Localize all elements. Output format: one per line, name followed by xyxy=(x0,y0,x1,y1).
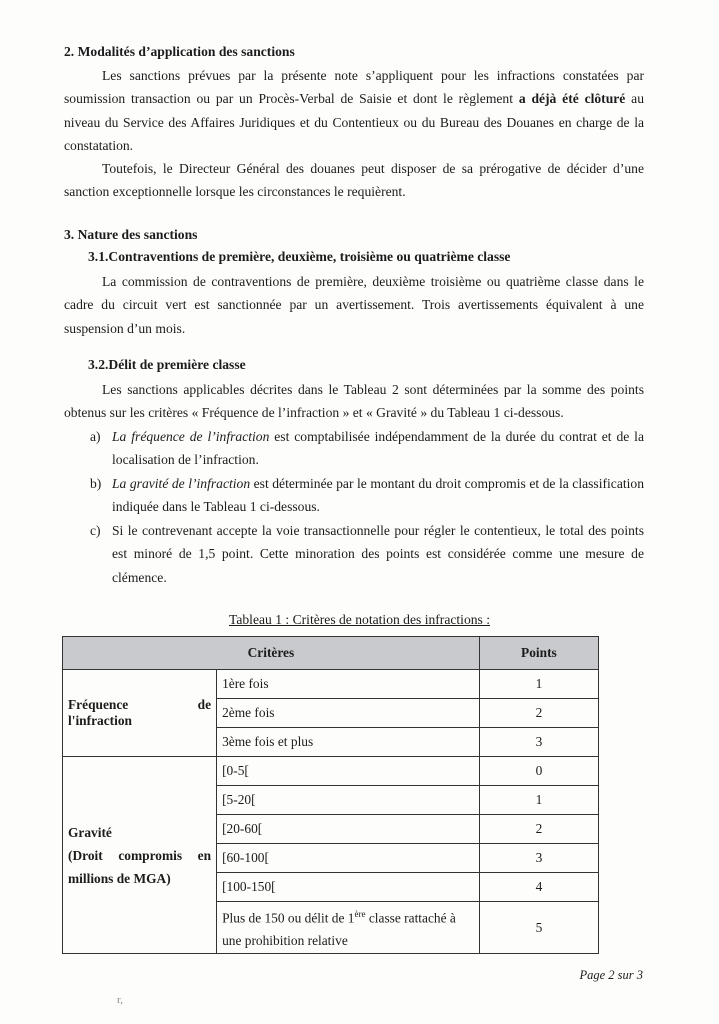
points-cell: 1 xyxy=(479,670,598,699)
criterion-cell: [0-5[ xyxy=(217,757,480,786)
table-caption: Tableau 1 : Critères de notation des infractions : xyxy=(228,612,491,627)
subsection-3-1-paragraph: La commission de contraventions de première, deuxième troisième ou quatrième classe dans le cadre du circuit vert est sanctionnée par un avertissement. Trois avertissements équivalent à une suspension d’un mois. xyxy=(64,274,644,336)
section-2-heading: 2. Modalités d’application des sanctions xyxy=(64,44,295,59)
header-criteria: Critères xyxy=(63,637,480,670)
list-item-c: c) Si le contrevenant accepte la voie transactionnelle pour régler le contentieux, le total des points est minoré de 1,5 point. Cette minoration des points est considérée comme une mesure de clémence. xyxy=(90,523,644,585)
points-cell: 5 xyxy=(479,902,598,954)
section-3-heading: 3. Nature des sanctions xyxy=(64,227,198,242)
points-cell: 1 xyxy=(479,786,598,815)
subsection-3-2-paragraph: Les sanctions applicables décrites dans le Tableau 2 sont déterminées par la somme des points obtenus sur les critères « Fréquence de l’infraction » et « Gravité » du Tableau 1 ci-dessous. xyxy=(64,382,644,421)
table-header-row xyxy=(63,637,599,670)
list-item-a: a) La fréquence de l’infraction est comptabilisée indépendamment de la durée du contrat et de la localisation de l’infraction. xyxy=(90,429,644,468)
criterion-cell: Plus de 150 ou délit de 1ère classe rattaché à une prohibition relative xyxy=(217,902,480,954)
group-frequency-label: Fréquence de l'infraction xyxy=(63,670,217,757)
criterion-cell: [100-150[ xyxy=(217,873,480,902)
points-cell: 3 xyxy=(479,844,598,873)
table-row xyxy=(63,757,599,786)
criterion-cell: 2ème fois xyxy=(217,699,480,728)
section-2-paragraph-2: Toutefois, le Directeur Général des douanes peut disposer de sa prérogative de décider d’une sanction exceptionnelle lorsque les circonstances le requièrent. xyxy=(64,161,644,200)
criteria-table xyxy=(62,636,599,954)
criterion-cell: [20-60[ xyxy=(217,815,480,844)
group-gravity-label: Gravité (Droit compromis en millions de MGA) xyxy=(63,757,217,954)
criterion-cell: 3ème fois et plus xyxy=(217,728,480,757)
criterion-cell: [5-20[ xyxy=(217,786,480,815)
criterion-cell: [60-100[ xyxy=(217,844,480,873)
section-2-paragraph-1: Les sanctions prévues par la présente note s’appliquent pour les infractions constatées par soumission transaction ou par un Procès-Verbal de Saisie et dont le règlement a déjà été clôturé au niveau du Service des Affaires Juridiques et du Contentieux ou du Bureau des Douanes en charge de la constatation. xyxy=(64,68,644,153)
points-cell: 0 xyxy=(479,757,598,786)
criterion-cell: 1ère fois xyxy=(217,670,480,699)
table-row xyxy=(63,670,599,699)
points-cell: 2 xyxy=(479,815,598,844)
subsection-3-1-heading: 3.1.Contraventions de première, deuxième, troisième ou quatrième classe xyxy=(88,249,511,264)
points-cell: 3 xyxy=(479,728,598,757)
page-number: Page 2 sur 3 xyxy=(579,968,643,982)
subsection-3-2-heading: 3.2.Délit de première classe xyxy=(88,357,246,372)
list-item-b: b) La gravité de l’infraction est déterminée par le montant du droit compromis et de la classification indiquée dans le Tableau 1 ci-dessous. xyxy=(90,476,645,515)
header-points: Points xyxy=(479,637,598,670)
points-cell: 2 xyxy=(479,699,598,728)
points-cell: 4 xyxy=(479,873,598,902)
stray-mark: r, xyxy=(117,994,123,1006)
